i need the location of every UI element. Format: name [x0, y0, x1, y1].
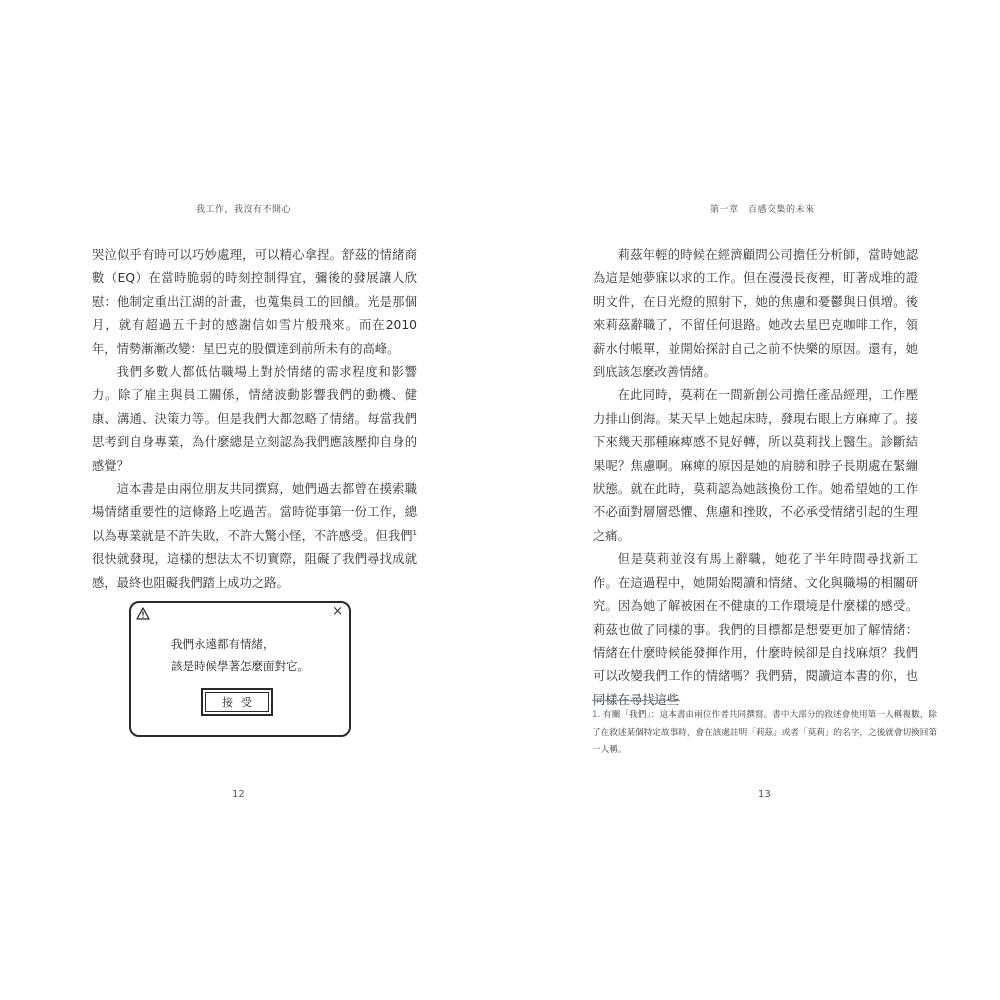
footnote-reference[interactable]: 1 — [412, 528, 417, 537]
page-number-right: 13 — [758, 789, 771, 800]
accept-button: 接受 — [201, 688, 273, 716]
running-head-right: 第一章 百感交集的未來 — [710, 205, 815, 215]
dialog-message — [171, 633, 309, 677]
warning-icon — [136, 607, 150, 620]
paragraph-3: 但是莫莉並沒有馬上辭職，她花了半年時間尋找新工作。在這過程中，她開始閱讀和情緒、文化與職場的相關研究。因為她了解被困在不健康的工作環境是什麼樣的感受。莉茲也做了同樣的事。我們的目標都是想要更加了解情緒：情緒在什麼時候能發揮作用，什麼時候卻是自找麻煩？我們可以改變我們工作的情緒嗎？我們猜，閱讀這本書的你，也同樣在尋找這些 — [593, 552, 918, 707]
right-page — [500, 0, 1000, 1000]
paragraph-1: 哭泣似乎有時可以巧妙處理，可以精心拿捏。舒茲的情緒商數（EQ）在當時脆弱的時刻控制得宜，彌後的發展讓人欣慰：他制定重出江湖的計畫，也蒐集員工的回饋。光是那個月，就有超過五千封的感謝信如雪片般飛來。而在2010年，情勢漸漸改變：星巴克的股價達到前所未有的高峰。 — [92, 248, 417, 356]
page-number-left: 12 — [232, 789, 245, 800]
paragraph-3 — [92, 478, 417, 595]
footnote-text: 有關「我們」：這本書由兩位作者共同撰寫。書中大部分的敘述會使用第一人稱複數，除了在敘述某個特定故事時，會在該處註明「莉茲」或者「莫莉」的名字，之後就會切換回第一人稱。 — [592, 710, 938, 755]
footnote — [592, 707, 937, 760]
paragraph-2: 在此同時，莫莉在一間新創公司擔任產品經理，工作壓力排山倒海。某天早上她起床時，發現右眼上方麻痺了。接下來幾天那種麻痺感不見好轉，所以莫莉找上醫生。診斷結果呢？焦慮啊。麻痺的原因是她的肩膀和脖子長期處在緊繃狀態。就在此時，莫莉認為她該換份工作。她希望她的工作不必面對層層恐懼、焦慮和挫敗，不必承受情緒引起的生理之痛。 — [593, 388, 918, 543]
footnote-divider — [592, 700, 680, 701]
body-text-right — [593, 244, 918, 712]
emotion-dialog-illustration — [129, 601, 351, 737]
running-head-left: 我工作，我沒有不開心 — [196, 205, 292, 215]
close-icon: × — [332, 604, 343, 619]
dialog-message-line-2: 該是時候學著怎麼面對它。 — [171, 659, 309, 673]
paragraph-2: 我們多數人都低估職場上對於情緒的需求程度和影響力。除了雇主與員工關係，情緒波動影響我們的動機、健康、溝通、決策力等。但是我們大都忽略了情緒。每當我們思考到自身專業，為什麼總是立刻認為我們應該壓抑自身的感覺？ — [92, 365, 417, 473]
footnote-number: 1. — [592, 710, 601, 720]
paragraph-1: 莉茲年輕的時候在經濟顧問公司擔任分析師，當時她認為這是她夢寐以求的工作。但在漫漫長夜裡，盯著成堆的證明文件，在日光燈的照射下，她的焦慮和憂鬱與日俱增。後來莉茲辭職了，不留任何退路。她改去星巴克咖啡工作，領薪水付帳單，並開始探討自己之前不快樂的原因。還有，她到底該怎麼改善情緒。 — [593, 248, 918, 380]
paragraph-3-part-1: 這本書是由兩位朋友共同撰寫，她們過去都曾在摸索職場情緒重要性的這條路上吃過苦。當時從事第一份工作，總以為專業就是不許失敗，不許大驚小怪，不許感受。但我們 — [92, 482, 417, 543]
dialog-message-line-1: 我們永遠都有情緒， — [171, 637, 275, 651]
paragraph-3-part-2: 很快就發現，這樣的想法太不切實際，阻礙了我們尋找成就感，最終也阻礙我們踏上成功之路。 — [92, 552, 417, 590]
body-text-left — [92, 244, 417, 595]
